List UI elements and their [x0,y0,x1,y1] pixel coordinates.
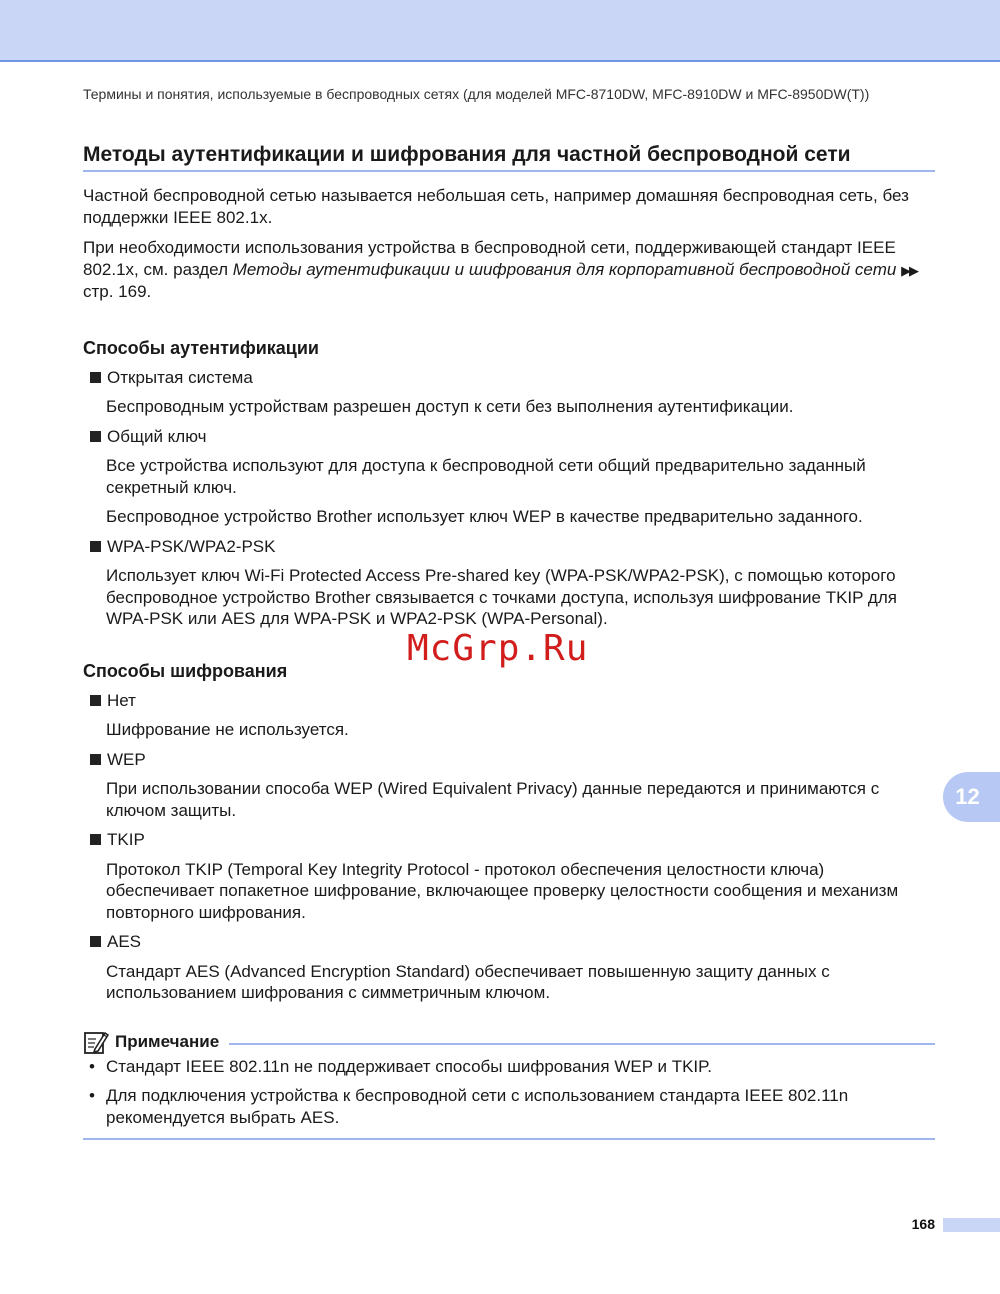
square-bullet-icon [90,431,101,442]
list-item: Нет [83,690,935,712]
cross-reference-link[interactable]: Методы аутентификации и шифрования для корпоративной беспроводной сети [232,259,897,279]
square-bullet-icon [90,834,101,845]
note-pencil-icon [83,1029,109,1055]
dot-bullet-icon: • [89,1086,95,1105]
item-description: Протокол TKIP (Temporal Key Integrity Protocol - протокол обеспечения целостности ключа) обеспечивает попакетное шифрование, включающее проверку целостности сообщения и механизм повторного шифрования. [106,859,899,922]
square-bullet-icon [90,695,101,706]
square-bullet-icon [90,936,101,947]
chapter-tab: 12 [943,772,1000,822]
running-header: Термины и понятия, используемые в беспроводных сетях (для моделей MFC-8710DW, MFC-8910DW и MFC-8950DW(T)) [83,86,870,102]
item-description: При использовании способа WEP (Wired Equivalent Privacy) данные передаются и принимаются с ключом защиты. [106,779,880,820]
item-description: Стандарт AES (Advanced Encryption Standard) обеспечивает повышенную защиту данных с использованием шифрования с симметричным ключом. [106,961,830,1002]
list-item: TKIP [83,829,935,851]
item-description: Беспроводное устройство Brother использует ключ WEP в качестве предварительно заданного. [106,507,863,526]
page-number: 168 [911,1216,935,1232]
item-description: Шифрование не используется. [106,720,349,739]
intro-paragraph-1: Частной беспроводной сетью называется небольшая сеть, например домашняя беспроводная сеть, без поддержки IEEE 802.1x. [83,186,909,227]
note-bullet: • Для подключения устройства к беспроводной сети с использованием стандарта IEEE 802.11n рекомендуется выбрать AES. [83,1085,935,1128]
note-box [83,1029,935,1141]
note-header [83,1029,935,1055]
list-item: WEP [83,749,935,771]
item-description: Все устройства используют для доступа к беспроводной сети общий предварительно заданный секретный ключ. [106,456,866,497]
intro-paragraph-2: При необходимости использования устройства в беспроводной сети, поддерживающей стандарт IEEE 802.1x, см. раздел Методы аутентификации и шифрования для корпоративной беспроводной сети ▶▶ стр. 169. [83,238,918,301]
item-description: Использует ключ Wi-Fi Protected Access Pre-shared key (WPA-PSK/WPA2-PSK), с помощью которого беспроводное устройство Brother связывается с точками доступа, используя шифрование TKIP для WPA-PSK или AES для WPA-PSK и WPA2-PSK (WPA-Personal). [106,566,897,628]
list-item: Открытая система [83,367,935,389]
list-item: Общий ключ [83,426,935,448]
watermark: McGrp.Ru [407,628,589,669]
list-item: AES [83,931,935,953]
list-item: WPA-PSK/WPA2-PSK [83,536,935,558]
page-ref-arrows: ▶▶ [901,262,918,278]
note-bottom-rule [83,1138,935,1140]
section-title: Методы аутентификации и шифрования для частной беспроводной сети [83,143,935,172]
dot-bullet-icon: • [89,1056,95,1076]
square-bullet-icon [90,541,101,552]
top-band [0,0,1000,62]
note-list [83,1056,935,1129]
item-description: Беспроводным устройствам разрешен доступ к сети без выполнения аутентификации. [106,397,794,416]
square-bullet-icon [90,372,101,383]
note-bullet: • Стандарт IEEE 802.11n не поддерживает способы шифрования WEP и TKIP. [83,1056,935,1078]
encryption-heading: Способы шифрования [83,660,288,681]
note-top-rule [229,1043,935,1045]
square-bullet-icon [90,754,101,765]
page-number-bar [943,1218,1000,1232]
note-title: Примечание [115,1031,220,1051]
auth-heading: Способы аутентификации [83,337,319,358]
